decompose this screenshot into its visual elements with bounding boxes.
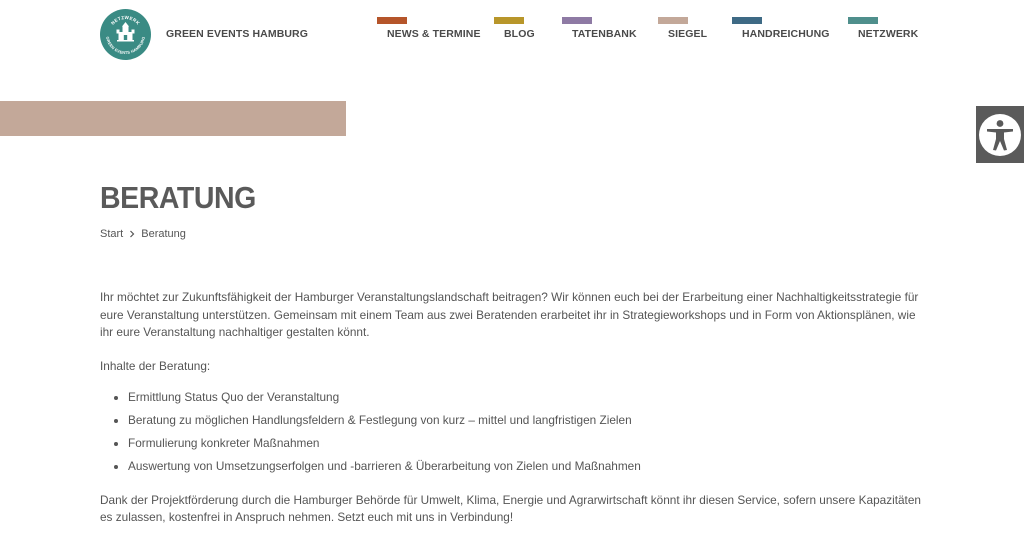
nav-label: NEWS & TERMINE bbox=[387, 28, 481, 40]
list-item: • Formulierung konkreter Maßnahmen bbox=[128, 435, 930, 453]
logo-text-bottom: GREEN EVENTS HAMBURG bbox=[105, 36, 146, 56]
accessibility-button[interactable] bbox=[976, 106, 1024, 163]
nav-label: HANDREICHUNG bbox=[742, 28, 830, 40]
logo-text-top: NETZWERK bbox=[110, 14, 141, 26]
nav-color-bar bbox=[848, 17, 878, 24]
page-content bbox=[100, 289, 930, 527]
nav-color-bar bbox=[732, 17, 762, 24]
list-item: • Auswertung von Umsetzungserfolgen und -barrieren & Überarbeitung von Zielen und Maßnahmen bbox=[128, 458, 930, 476]
decorative-banner bbox=[0, 101, 346, 136]
list-item: • Beratung zu möglichen Handlungsfeldern & Festlegung von kurz – mittel und langfristigen Zielen bbox=[128, 412, 930, 430]
nav-color-bar bbox=[377, 17, 407, 24]
nav-label: NETZWERK bbox=[858, 28, 919, 40]
site-logo[interactable] bbox=[100, 9, 151, 60]
breadcrumb-home-link[interactable]: Start bbox=[100, 228, 124, 240]
list-item: • Ermittlung Status Quo der Veranstaltung bbox=[128, 389, 930, 407]
breadcrumb-current: Beratung bbox=[141, 228, 186, 240]
nav-color-bar bbox=[658, 17, 688, 24]
accessibility-icon bbox=[977, 112, 1023, 158]
breadcrumb bbox=[100, 228, 186, 240]
nav-color-bar bbox=[562, 17, 592, 24]
nav-label: SIEGEL bbox=[668, 28, 708, 40]
brand-name[interactable]: GREEN EVENTS HAMBURG bbox=[166, 28, 309, 40]
list-heading: Inhalte der Beratung: bbox=[100, 358, 211, 373]
nav-color-bar bbox=[494, 17, 524, 24]
nav-label: TATENBANK bbox=[572, 28, 637, 40]
intro-paragraph: Ihr möchtet zur Zukunftsfähigkeit der Hamburger Veranstaltungslandschaft beitragen? Wir können euch bei der Erarbeitung einer Nachhaltigkeitsstrategie für eure Veranstaltung unterstützen. Gemeinsam mit einem Team aus zwei Beratenden erarbeitet ihr in Strategieworkshops und in Form von Aktionsplänen, wie ihr eure Veranstaltung nachhaltiger gestalten könnt. bbox=[100, 290, 919, 339]
nav-label: BLOG bbox=[504, 28, 535, 40]
hamburg-castle-icon bbox=[100, 9, 151, 60]
page-title: BERATUNG bbox=[100, 180, 256, 215]
closing-paragraph: Dank der Projektförderung durch die Hamburger Behörde für Umwelt, Klima, Energie und Agrarwirtschaft könnt ihr diesen Service, sofern unsere Kapazitäten es zulassen, kostenfrei in Anspruch nehmen. Setzt euch mit uns in Verbindung! bbox=[100, 492, 921, 524]
chevron-right-icon bbox=[128, 230, 136, 238]
consulting-contents-list bbox=[100, 389, 930, 476]
